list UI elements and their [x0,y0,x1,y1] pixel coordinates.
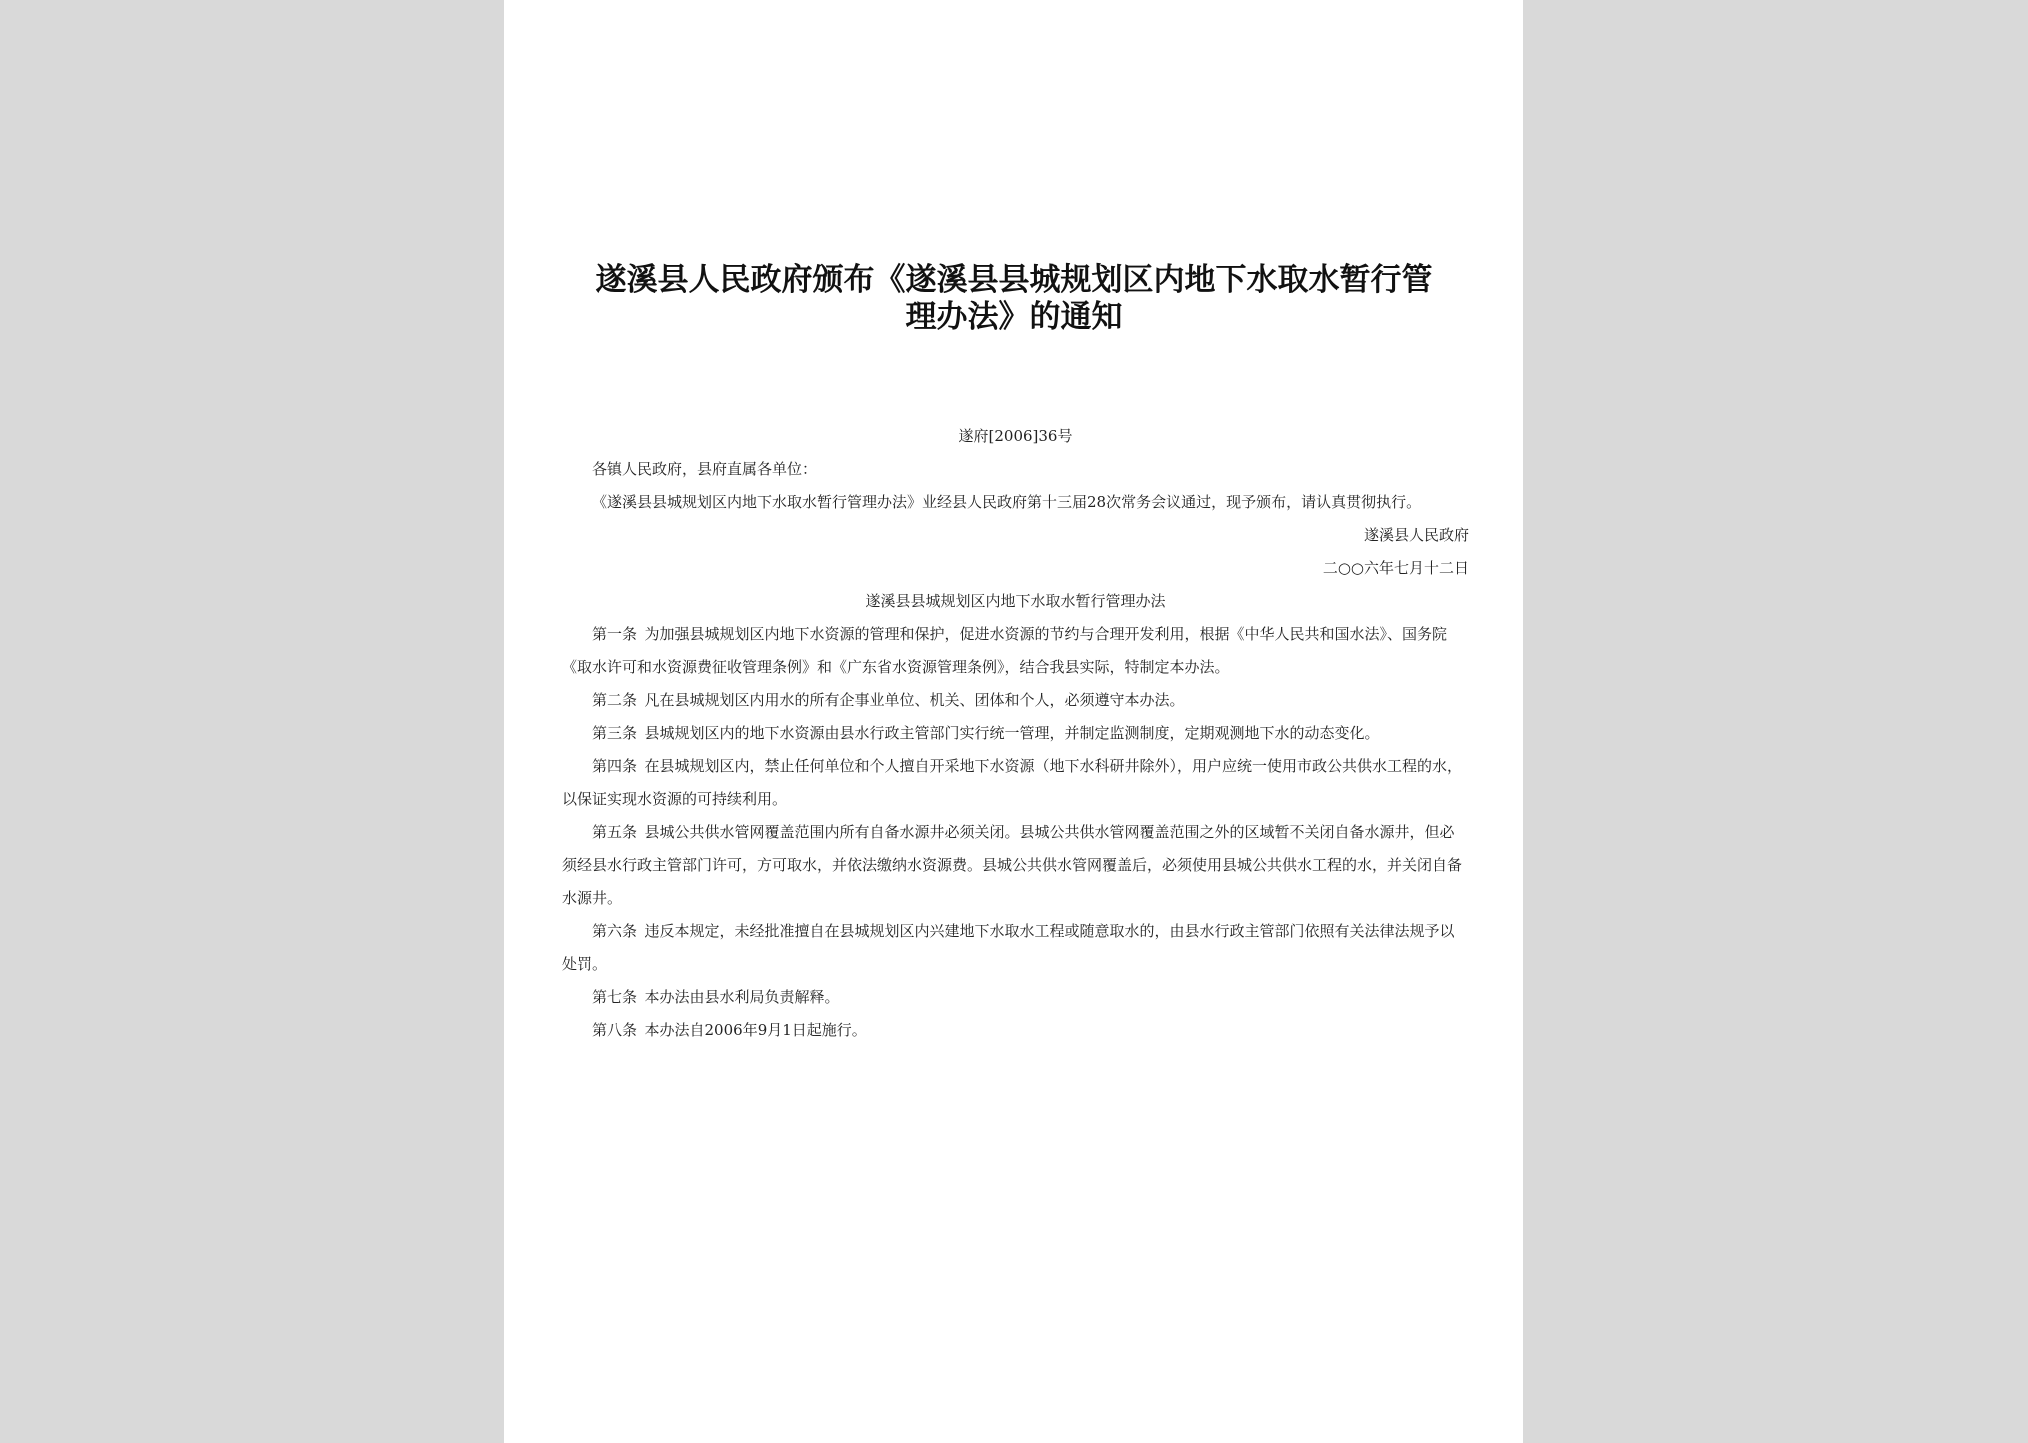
article-6 [562,915,1469,981]
article-text: 在县城规划区内，禁止任何单位和个人擅自开采地下水资源（地下水科研井除外），用户应统一使用市政公共供水工程的水，以保证实现水资源的可持续利用。 [562,757,1463,808]
issue-date: 二○○六年七月十二日 [1322,559,1469,577]
document-title: 遂溪县人民政府颁布《遂溪县县城规划区内地下水取水暂行管理办法》的通知 [595,262,1433,335]
measures-title: 遂溪县县城规划区内地下水取水暂行管理办法 [865,592,1166,610]
article-text: 为加强县城规划区内地下水资源的管理和保护，促进水资源的节约与合理开发利用，根据《中华人民共和国水法》、国务院《取水许可和水资源费征收管理条例》和《广东省水资源管理条例》，结合我县实际，特制定本办法。 [562,625,1448,676]
article-text: 凡在县城规划区内用水的所有企事业单位、机关、团体和个人，必须遵守本办法。 [644,691,1185,709]
issuer: 遂溪县人民政府 [1363,526,1469,544]
intro-paragraph: 《遂溪县县城规划区内地下水取水暂行管理办法》业经县人民政府第十三届28次常务会议通过，现予颁布，请认真贯彻执行。 [592,493,1422,511]
article-text: 县城公共供水管网覆盖范围内所有自备水源井必须关闭。县城公共供水管网覆盖范围之外的区域暂不关闭自备水源井，但必须经县水行政主管部门许可，方可取水，并依法缴纳水资源费。县城公共供水管网覆盖后，必须使用县城公共供水工程的水，并关闭自备水源井。 [562,823,1463,907]
article-label: 第四条 [592,757,638,775]
article-7 [562,981,1469,1014]
article-3 [562,717,1469,750]
article-label: 第三条 [592,724,638,742]
article-label: 第八条 [592,1021,638,1039]
article-8 [562,1014,1469,1047]
article-text: 本办法由县水利局负责解释。 [644,988,840,1006]
article-label: 第二条 [592,691,638,709]
article-4 [562,750,1469,816]
document-body [562,420,1469,1047]
article-label: 第一条 [592,625,638,643]
article-label: 第五条 [592,823,638,841]
article-text: 违反本规定，未经批准擅自在县城规划区内兴建地下水取水工程或随意取水的，由县水行政主管部门依照有关法律法规予以处罚。 [562,922,1455,973]
salutation: 各镇人民政府，县府直属各单位： [592,460,818,478]
article-text: 县城规划区内的地下水资源由县水行政主管部门实行统一管理，并制定监测制度，定期观测地下水的动态变化。 [644,724,1380,742]
doc-number: 遂府[2006]36号 [958,427,1073,445]
article-text: 本办法自2006年9月1日起施行。 [644,1021,867,1039]
article-2 [562,684,1469,717]
article-label: 第六条 [592,922,638,940]
article-label: 第七条 [592,988,638,1006]
document-page [504,0,1523,1443]
article-1 [562,618,1469,684]
article-5 [562,816,1469,915]
